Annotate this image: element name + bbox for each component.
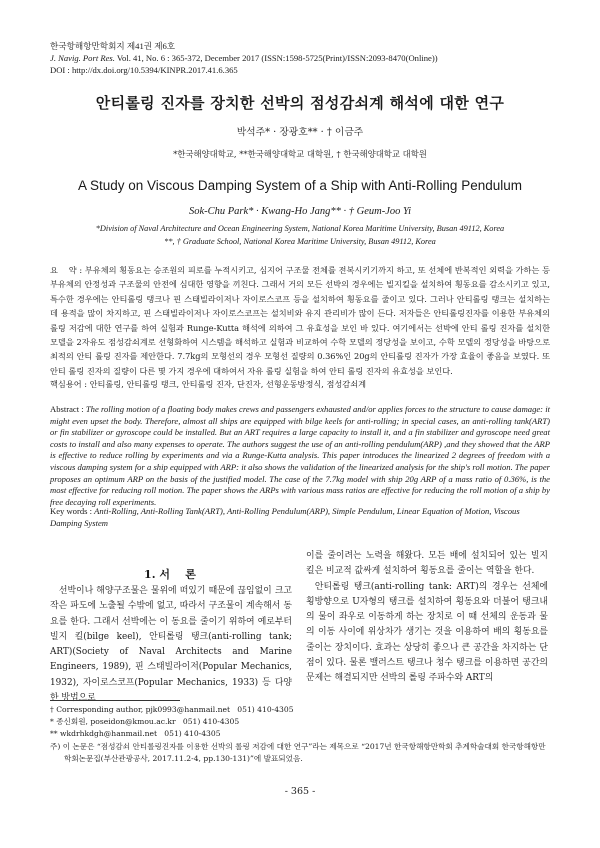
doi-line: DOI : http://dx.doi.org/10.5394/KINPR.2017.41.6.365 bbox=[50, 65, 238, 75]
english-keywords bbox=[50, 506, 550, 529]
right-column-body bbox=[306, 549, 548, 687]
footnote-divider bbox=[50, 700, 180, 701]
korean-authors: 박석주* · 장광호** · † 이금주 bbox=[236, 127, 364, 138]
journal-citation bbox=[50, 52, 550, 64]
right-column-paragraph-2: 안티롤링 탱크(anti-rolling tank: ART)의 경우는 선체에 횡방향으로 U자형의 탱크를 설치하여 횡동요와 더불어 탱크내의 물이 좌우로 이동하게 하는 장치로 이 때 선체의 운동과 물의 이동 사이에 위상차가 생기는 것을 이용하여 배의 횡동요를 줄이는 장치이다. 효과는 상당히 좋으나 큰 공간을 차지하는 단점이 있다. 물론 밸러스트 탱크나 청수 탱크를 이용하면 공간의 문제는 해결되지만 선박의 롤링 주파수와 ART의 bbox=[306, 581, 548, 684]
left-column-body bbox=[50, 584, 292, 706]
right-column-paragraph-1: 이를 줄이려는 노력을 해왔다. 모든 배에 설치되어 있는 빌지 킬은 비교적 값싸게 설치하여 횡동요를 줄이는 역할을 한다. bbox=[306, 551, 548, 577]
footnotes bbox=[50, 704, 550, 765]
english-abstract-text: The rolling motion of a floating body makes crews and passengers exhausted and/or applies forces to the structure to cause damage: it might even upset the body. Therefore, almost all ships are equipped with bilge keels for anti-rolling; in special cases, an anti-rolling tank(ART) or fin stabilizer or gyroscope could be installed. But an ART requires a large capacity to install it, and a fin stabilizer and gyroscope need great costs to install and also many expenses to operate. The authors suggest the use of an anti-rolling pendulum(ARP) ,and they showed that the ARP is effective to reduce rolling by experiments and via a Runge-Kutta analysis. This paper introduces the linearized 2 degrees of freedom with a viscous damping system for a ship equipped with ARP: it also shows the validation of the linearized analysis for the ship's roll motion. The paper proposes an optimum ARP on the basis of the justified model. The case of the 7.7kg model with ship 20g ARP of a mass ratio of 0.36%, is the most effective for reducing roll motion. The paper shows the ARPs with various mass ratios are effective for reducing the roll motion of a ship by free decaying roll experiments. bbox=[50, 404, 550, 507]
english-abstract bbox=[50, 404, 550, 508]
english-keywords-label: Key words : bbox=[50, 506, 95, 516]
footnote-presentation-note: 주) 이 논문은 “점성감쇠 안티롤링진자를 이용한 선박의 롤링 저감에 대한 연구”라는 제목으로 “2017년 한국항해항만학회 추계학술대회 한국항해항만학회논문집(부산관광공사, 2017.11.2-4, pp.130-131)”에 발표되었음. bbox=[50, 741, 546, 763]
korean-abstract-text: 부유체의 횡동요는 승조원의 피로를 누적시키고, 심지어 구조물 전체를 전복시키기까지 하고, 또 선체에 반복적인 외력을 가하는 등 부유체의 안정성과 구조물의 안전에 심대한 영향을 끼친다. 그래서 거의 모든 선박의 경우에는 빌지킬을 설치하여 횡동요를 감소시키고 있고, 특수한 경우에는 안티롤링 탱크나 핀 스태빌라이저나 자이로스코프 등을 설치하여 횡동요를 줄이고 있다. 그러나 안티롤링 탱크는 설치하는데 용적을 많이 차지하고, 핀 스태빌라이저나 자이로스코프는 설치비와 유지 관리비가 많이 든다. 저자들은 안티롤링진자를 이용한 부유체의 롤링 저감에 대한 연구를 하여 실험과 Runge-Kutta 해석에 의하여 그 유효성을 보인 바 있다. 여기에서는 선박에 안티 롤링 진자를 설치한 모델을 2자유도 점성감쇠계로 선형화하여 시스템을 해석하고 실험과 비교하여 수학 모델의 정당성을 보이고, 수학 모델의 정당성을 바탕으로 최적의 안티 롤링 진자를 제안한다. 7.7kg의 모형선의 경우 모형선 질량의 0.36%인 20g의 안티롤링 진자가 가장 효율이 좋음을 보였다. 또 안티 롤링 진자의 질량이 다른 몇 가지 경우에 대하여서 자유 롤링 실험을 하여 안티 롤링 진자의 유효성을 보인다. bbox=[50, 265, 550, 376]
footnote-corresponding-author: † Corresponding author, pjk0993@hanmail.net 051) 410-4305 bbox=[50, 705, 294, 714]
english-affiliation-1: *Division of Naval Architecture and Ocean Engineering System, National Korea Maritime University, Busan 49112, Korea bbox=[95, 224, 505, 233]
korean-title: 안티롤링 진자를 장치한 선박의 점성감쇠계 해석에 대한 연구 bbox=[95, 94, 505, 112]
english-affiliation-2: **, † Graduate School, National Korea Maritime University, Busan 49112, Korea bbox=[164, 237, 436, 246]
korean-affiliations: *한국해양대학교, **한국해양대학교 대학원, † 한국해양대학교 대학원 bbox=[173, 149, 427, 159]
journal-abbreviation: J. Navig. Port Res. bbox=[50, 53, 115, 63]
korean-keywords bbox=[50, 378, 550, 391]
footnote-author-1: * 종신회원, poseidon@kmou.ac.kr 051) 410-4305 bbox=[50, 717, 240, 727]
korean-keywords-text: 안티롤링, 안티롤링 탱크, 안티롤링 진자, 단진자, 선형운동방정식, 점성감쇠계 bbox=[89, 379, 367, 389]
english-abstract-label: Abstract : bbox=[50, 404, 86, 414]
left-column-paragraph: 선박이나 해양구조물은 물위에 떠있기 때문에 끊임없이 크고 작은 파도에 노출될 수밖에 없고, 따라서 구조물이 계속해서 동요를 한다. 그래서 선박에는 이 동요를 줄이기 위하여 예로부터 빌지 킬(bilge keel), 안티롤링 탱크(anti-rolling tank; ART)(Society of Naval Architects and Marine Engineers, 1989), 핀 스태빌라이저(Popular Mechanics, 1932), 자이로스코프(Popular Mechanics, 1933) 등 다양한 방법으로 bbox=[50, 586, 292, 704]
korean-abstract-label: 요 약 : bbox=[50, 265, 85, 275]
journal-name-korean: 한국항해항만학회지 제41권 제6호 bbox=[50, 41, 176, 51]
journal-header bbox=[50, 40, 550, 76]
section-heading-introduction: 1. 서 론 bbox=[144, 568, 196, 581]
english-authors: Sok-Chu Park* · Kwang-Ho Jang** · † Geum-Joo Yi bbox=[188, 206, 412, 217]
english-keywords-text: Anti-Rolling, Anti-Rolling Tank(ART), Anti-Rolling Pendulum(ARP), Simple Pendulum, Linear Equation of Motion, Viscous Damping System bbox=[50, 506, 520, 528]
korean-abstract bbox=[50, 263, 550, 378]
korean-keywords-label: 핵심용어 : bbox=[50, 379, 90, 389]
page-number: - 365 - bbox=[284, 786, 316, 797]
english-title: A Study on Viscous Damping System of a Ship with Anti-Rolling Pendulum bbox=[78, 178, 522, 193]
footnote-author-2: ** wkdrhkdgh@hanmail.net 051) 410-4305 bbox=[50, 729, 221, 739]
journal-volume-info: Vol. 41, No. 6 : 365-372, December 2017 (ISSN:1598-5725(Print)/ISSN:2093-8470(Online)) bbox=[116, 53, 438, 63]
